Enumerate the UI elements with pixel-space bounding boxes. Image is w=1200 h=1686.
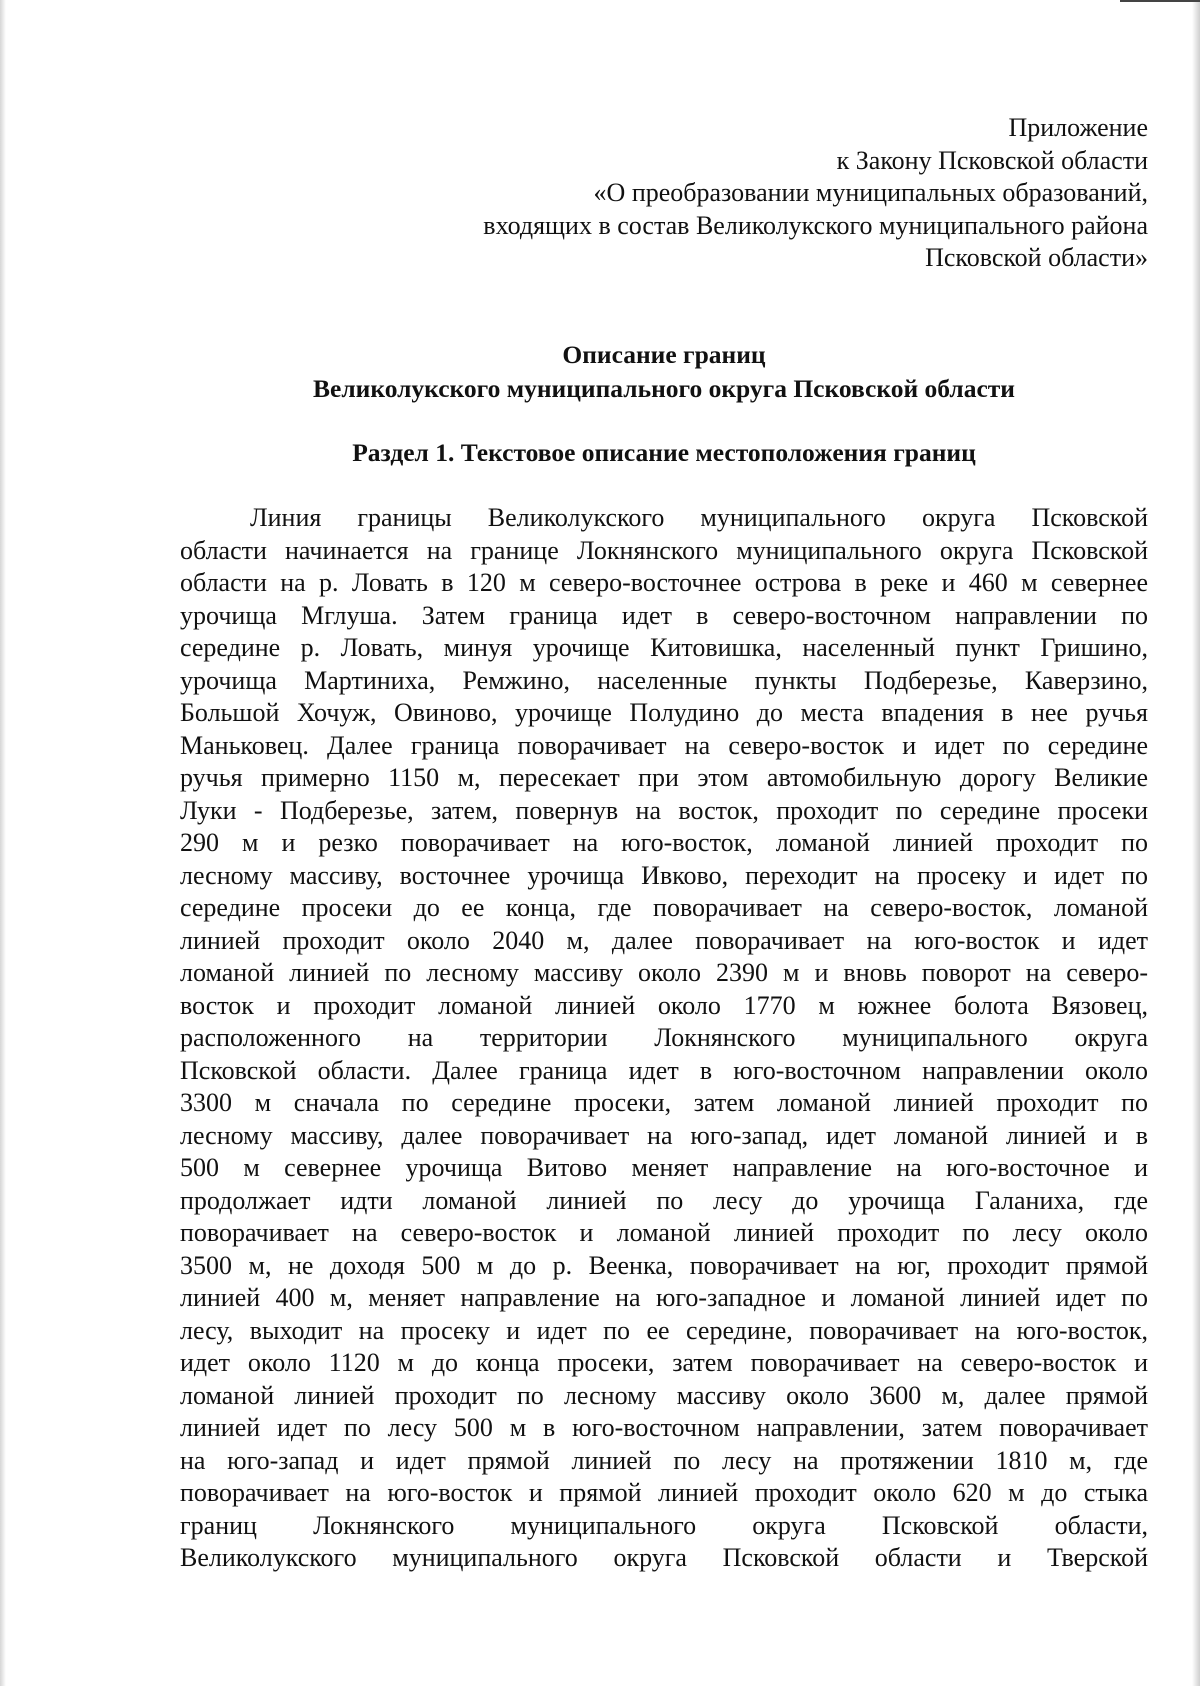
body-line: 3500 м, не доходя 500 м до р. Веенка, поворачивает на юг, проходит прямой	[180, 1250, 1148, 1280]
body-line: Великолукского муниципального округа Псковской области и Тверской	[180, 1543, 1148, 1572]
body-line: Большой Хочуж, Овиново, урочище Полудино до места впадения в нее ручья	[180, 698, 1148, 727]
body-line: ломаной линией по лесному массиву около 2390 м и вновь поворот на северо-	[180, 958, 1148, 987]
appendix-line: входящих в состав Великолукского муниципального района	[483, 210, 1148, 240]
body-line: середине просеки до ее конца, где поворачивает на северо-восток, ломаной	[180, 893, 1148, 922]
body-line: линией идет по лесу 500 м в юго-восточном направлении, затем поворачивает	[180, 1413, 1148, 1442]
body-line: на юго-запад и идет прямой линией по лесу на протяжении 1810 м, где	[180, 1445, 1148, 1475]
appendix-line: Псковской области»	[925, 243, 1148, 272]
body-line: области начинается на границе Локнянского муниципального округа Псковской	[180, 535, 1148, 565]
body-line: урочища Мартиниха, Ремжино, населенные пункты Подберезье, Каверзино,	[180, 665, 1148, 695]
body-line: продолжает идти ломаной линией по лесу до урочища Галаниха, где	[180, 1185, 1148, 1215]
appendix-header	[388, 112, 1148, 275]
body-line: ручья примерно 1150 м, пересекает при этом автомобильную дорогу Великие	[180, 763, 1148, 792]
body-line: границ Локнянского муниципального округа Псковской области,	[180, 1510, 1148, 1540]
body-line: области на р. Ловать в 120 м северо-восточнее острова в реке и 460 м севернее	[180, 568, 1148, 597]
body-paragraph	[180, 502, 1148, 1575]
appendix-line: Приложение	[1008, 113, 1148, 142]
body-line: Маньковец. Далее граница поворачивает на северо-восток и идет по середине	[180, 730, 1148, 760]
section-title: Раздел 1. Текстовое описание местоположения границ	[352, 438, 976, 467]
scan-edge-top	[1120, 0, 1200, 2]
body-line: Луки - Подберезье, затем, повернув на восток, проходит по середине просеки	[180, 795, 1148, 825]
body-line: поворачивает на юго-восток и прямой линией проходит около 620 м до стыка	[180, 1478, 1148, 1507]
appendix-line: к Закону Псковской области	[836, 145, 1148, 175]
title-line-2: Великолукского муниципального округа Псковской области	[313, 374, 1015, 403]
body-line: Псковской области. Далее граница идет в юго-восточном направлении около	[180, 1055, 1148, 1085]
body-line: 500 м севернее урочища Витово меняет направление на юго-восточное и	[180, 1153, 1148, 1182]
body-line: ломаной линией проходит по лесному массиву около 3600 м, далее прямой	[180, 1380, 1148, 1410]
body-line: 3300 м сначала по середине просеки, затем ломаной линией проходит по	[180, 1088, 1148, 1117]
body-line: лесному массиву, восточнее урочища Ивково, переходит на просеку и идет по	[180, 860, 1148, 890]
scan-edge-right	[1192, 0, 1200, 1686]
body-line: Линия границы Великолукского муниципального округа Псковской	[250, 503, 1148, 532]
title-line-1: Описание границ	[562, 340, 766, 369]
body-line: идет около 1120 м до конца просеки, затем поворачивает на северо-восток и	[180, 1348, 1148, 1377]
body-line: восток и проходит ломаной линией около 1770 м южнее болота Вязовец,	[180, 990, 1148, 1020]
body-line: 290 м и резко поворачивает на юго-восток, ломаной линией проходит по	[180, 828, 1148, 857]
body-line: урочища Мглуша. Затем граница идет в северо-восточном направлении по	[180, 600, 1148, 630]
body-line: лесу, выходит на просеку и идет по ее середине, поворачивает на юго-восток,	[180, 1315, 1148, 1345]
body-line: поворачивает на северо-восток и ломаной линией проходит по лесу около	[180, 1218, 1148, 1247]
body-line: линией проходит около 2040 м, далее поворачивает на юго-восток и идет	[180, 925, 1148, 955]
body-line: середине р. Ловать, минуя урочище Китовишка, населенный пункт Гришино,	[180, 633, 1148, 662]
body-line: линией 400 м, меняет направление на юго-западное и ломаной линией идет по	[180, 1283, 1148, 1312]
document-title	[180, 338, 1148, 406]
scan-edge-left	[0, 0, 6, 1686]
body-line: расположенного на территории Локнянского муниципального округа	[180, 1023, 1148, 1052]
body-line: лесному массиву, далее поворачивает на юго-запад, идет ломаной линией и в	[180, 1120, 1148, 1150]
appendix-line: «О преобразовании муниципальных образований,	[593, 178, 1148, 207]
